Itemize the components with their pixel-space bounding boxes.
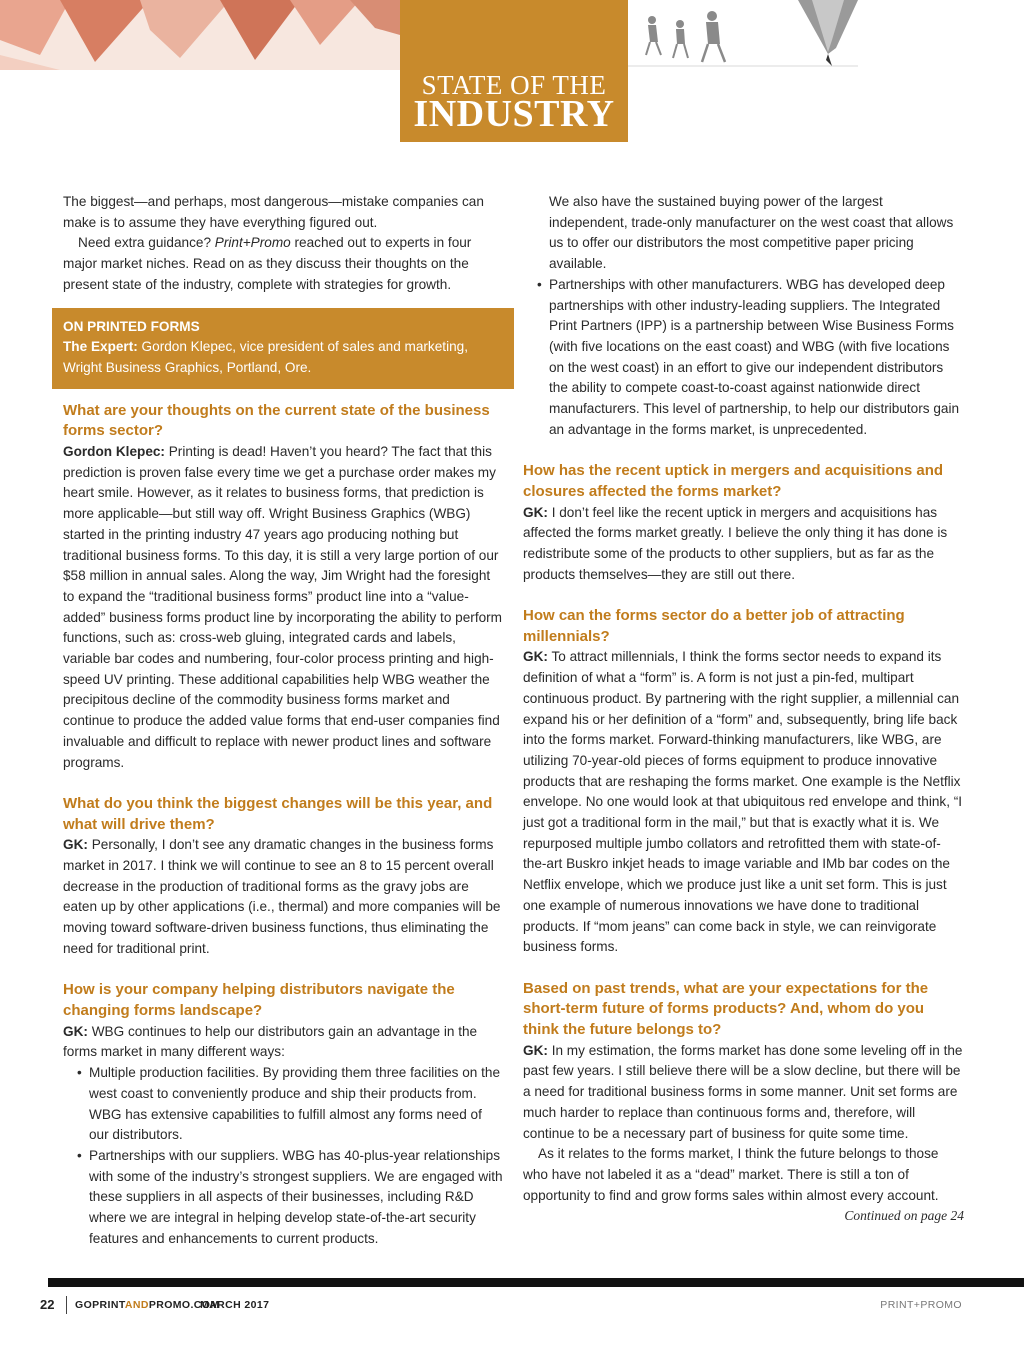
footer-divider — [66, 1296, 67, 1314]
footer-brand: PRINT+PROMO — [880, 1299, 962, 1311]
question-4: How has the recent uptick in mergers and acquisitions and closures affected the forms market? — [523, 462, 944, 500]
section-banner — [400, 0, 628, 142]
question-3: How is your company helping distributors navigate the changing forms landscape? — [63, 981, 455, 1019]
capabilities-list-continued — [523, 192, 964, 440]
callout-text: Gordon Klepec, vice president of sales and marketing, Wright Business Graphics, Portland, Ore. — [63, 339, 468, 375]
right-column — [523, 192, 964, 1227]
page-number: 22 — [40, 1297, 55, 1312]
intro-publication-name: Print+Promo — [214, 235, 291, 251]
answer-1-speaker: Gordon Klepec: — [63, 444, 165, 460]
question-6: Based on past trends, what are your expectations for the short-term future of forms products? And, whom do you think the future belongs to? — [523, 979, 929, 1039]
answer-4-speaker: GK: — [523, 504, 548, 520]
answer-3 — [63, 1022, 503, 1063]
footer-issue: MARCH 2017 — [200, 1299, 270, 1311]
answer-5-text: To attract millennials, I think the forms sector needs to expand its definition of what a “form” is. A form is not just a pin-fed, multipart continuous product. By partnering with the right supplier, a millennial can expand his or her definition of a “form” and, subsequently, bring life back into the forms market. Forward-thinking manufacturers, like WBG, are utilizing 70-year-old pieces of forms equipment to produce innovative products that are reshaping the forms market. One example is the Netflix envelope. No one would look at that ubiquitous red envelope and think, “I just got a traditional form in the mail,” but that is exactly what it is. We repurposed multiple jumbo collators and retrofitted them with state-of-the-art Buskro inkjet heads to image variable and IMb bar codes on the Netflix envelope, which we produce just like a unit set form. This is just one example of numerous innovations we have done to traditional products. If “mom jeans” can come back in style, we can reinvigorate business forms. — [523, 649, 963, 955]
list-item-text: Multiple production facilities. By providing them three facilities on the west coast to conveniently produce and ship their products from. WBG has extensive capabilities to fulfill almost any forms need of our distributors. — [89, 1065, 501, 1143]
intro-paragraph-2 — [63, 233, 503, 295]
callout-label: The Expert: — [63, 339, 138, 355]
header-art-left — [0, 0, 400, 70]
callout-expert — [63, 337, 503, 378]
answer-1 — [63, 442, 503, 773]
answer-4 — [523, 503, 964, 586]
answer-6-speaker: GK: — [523, 1042, 548, 1058]
list-item-text: We also have the sustained buying power of the largest independent, trade-only manufacturer on the west coast that allows us to offer our distributors the most competitive paper pricing available. — [549, 194, 954, 272]
answer-6 — [523, 1041, 964, 1145]
site-part-2: AND — [124, 1299, 149, 1311]
question-1: What are your thoughts on the current state of the business forms sector? — [63, 401, 490, 440]
answer-2 — [63, 835, 503, 959]
answer-5 — [523, 647, 964, 958]
left-column — [63, 192, 503, 1249]
answer-5-speaker: GK: — [523, 649, 548, 665]
intro-text-pre: Need extra guidance? — [78, 235, 215, 251]
list-item-text: Partnerships with our suppliers. WBG has 40-plus-year relationships with some of the industry’s strongest suppliers. We are engaged with these suppliers in all aspects of their businesses, including R&D where we are integral in helping develop state-of-the-art security features and enhancements to current products. — [89, 1147, 503, 1246]
banner-title-line1: STATE OF THE — [421, 70, 607, 100]
list-item — [523, 275, 964, 441]
question-2: What do you think the biggest changes will be this year, and what will drive them? — [63, 794, 493, 833]
list-item-text: Partnerships with other manufacturers. WBG has developed deep partnerships with other industry-leading suppliers. The Integrated Print Partners (IPP) is a partnership between Wise Business Forms (with five locations on the east coast) and WBG (with five locations on the west coast) in an effort to give our independent distributors the ability to compete coast-to-coast against nationwide direct manufacturers. This level of partnership, to help our distributors gain an advantage in the forms market, is unprecedented. — [549, 276, 960, 437]
bullet-icon: • — [77, 1147, 82, 1163]
answer-4-text: I don’t feel like the recent uptick in mergers and acquisitions has affected the forms market greatly. I believe the only thing it has done is redistribute some of the products to other suppliers, but as far as the products themselves—they are still out there. — [523, 504, 948, 582]
footer-rule — [48, 1278, 1024, 1287]
answer-3-text: WBG continues to help our distributors gain an advantage in the forms market in many different ways: — [63, 1023, 478, 1060]
header-art-right — [628, 0, 1024, 80]
answer-2-text: Personally, I don’t see any dramatic changes in the business forms market in 2017. I think we will continue to see an 8 to 15 percent overall decrease in the production of traditional forms as the gravy jobs are eaten up by other applications (i.e., thermal) and more companies will be moving toward software-driven business functions, thus eliminating the need for traditional print. — [63, 837, 501, 956]
list-item — [63, 1063, 503, 1146]
continued-note: Continued on page 24 — [844, 1208, 964, 1224]
answer-1-text: Printing is dead! Haven’t you heard? The fact that this prediction is proven false every time we get a purchase order makes my heart smile. However, as it relates to business forms, that prediction is more applicable—but still way off. Wright Business Graphics (WBG) started in the printing industry 47 years ago producing nothing but traditional business forms. To this day, it is still a very large portion of our $58 million in annual sales. Along the way, Jim Wright had the foresight to expand the “traditional business forms” product line into a “value-added” business forms product line by incorporating the ability to perform functions, such as: cross-web gluing, integrated cards and labels, variable bar codes and numbering, four-color process printing and high-speed UV printing. These additional capabilities help WBG weather the precipitous decline of the commodity business forms market and continue to produce the added value forms that end-user companies find invaluable and difficult to replace with newer product lines and software programs. — [63, 444, 503, 770]
answer-2-speaker: GK: — [63, 837, 88, 853]
answer-6-paragraph-2: As it relates to the forms market, I think the future belongs to those who have not labeled it as a “dead” market. There is still a ton of opportunity to find and grow forms sales within almost every account. — [523, 1146, 939, 1203]
question-5: How can the forms sector do a better job of attracting millennials? — [523, 607, 905, 645]
list-item-continued — [523, 192, 964, 275]
site-part-1: GOPRINT — [75, 1299, 125, 1311]
callout-heading: ON PRINTED FORMS — [63, 318, 200, 334]
intro-text-post: reached out to experts in four major market niches. Read on as they discuss their thoughts on the present state of the industry, complete with strategies for growth. — [63, 235, 472, 292]
answer-3-speaker: GK: — [63, 1023, 88, 1039]
bullet-icon: • — [537, 276, 542, 292]
intro-paragraph-1: The biggest—and perhaps, most dangerous—mistake companies can make is to assume they have everything figured out. — [63, 194, 484, 230]
capabilities-list — [63, 1063, 503, 1249]
site-part-3: PROMO.COM — [148, 1299, 220, 1311]
answer-6-text: In my estimation, the forms market has done some leveling off in the past few years. I still believe there will be a slow decline, but there will be a need for traditional business forms in some manner. Unit set forms are much harder to replace than continuous forms and, therefore, will continue to be a necessary part of business for quite some time. — [523, 1042, 963, 1141]
banner-title-line2: INDUSTRY — [413, 93, 615, 135]
list-item — [63, 1146, 503, 1250]
footer-website[interactable] — [75, 1299, 220, 1311]
expert-callout — [52, 308, 514, 389]
bullet-icon: • — [77, 1065, 82, 1081]
